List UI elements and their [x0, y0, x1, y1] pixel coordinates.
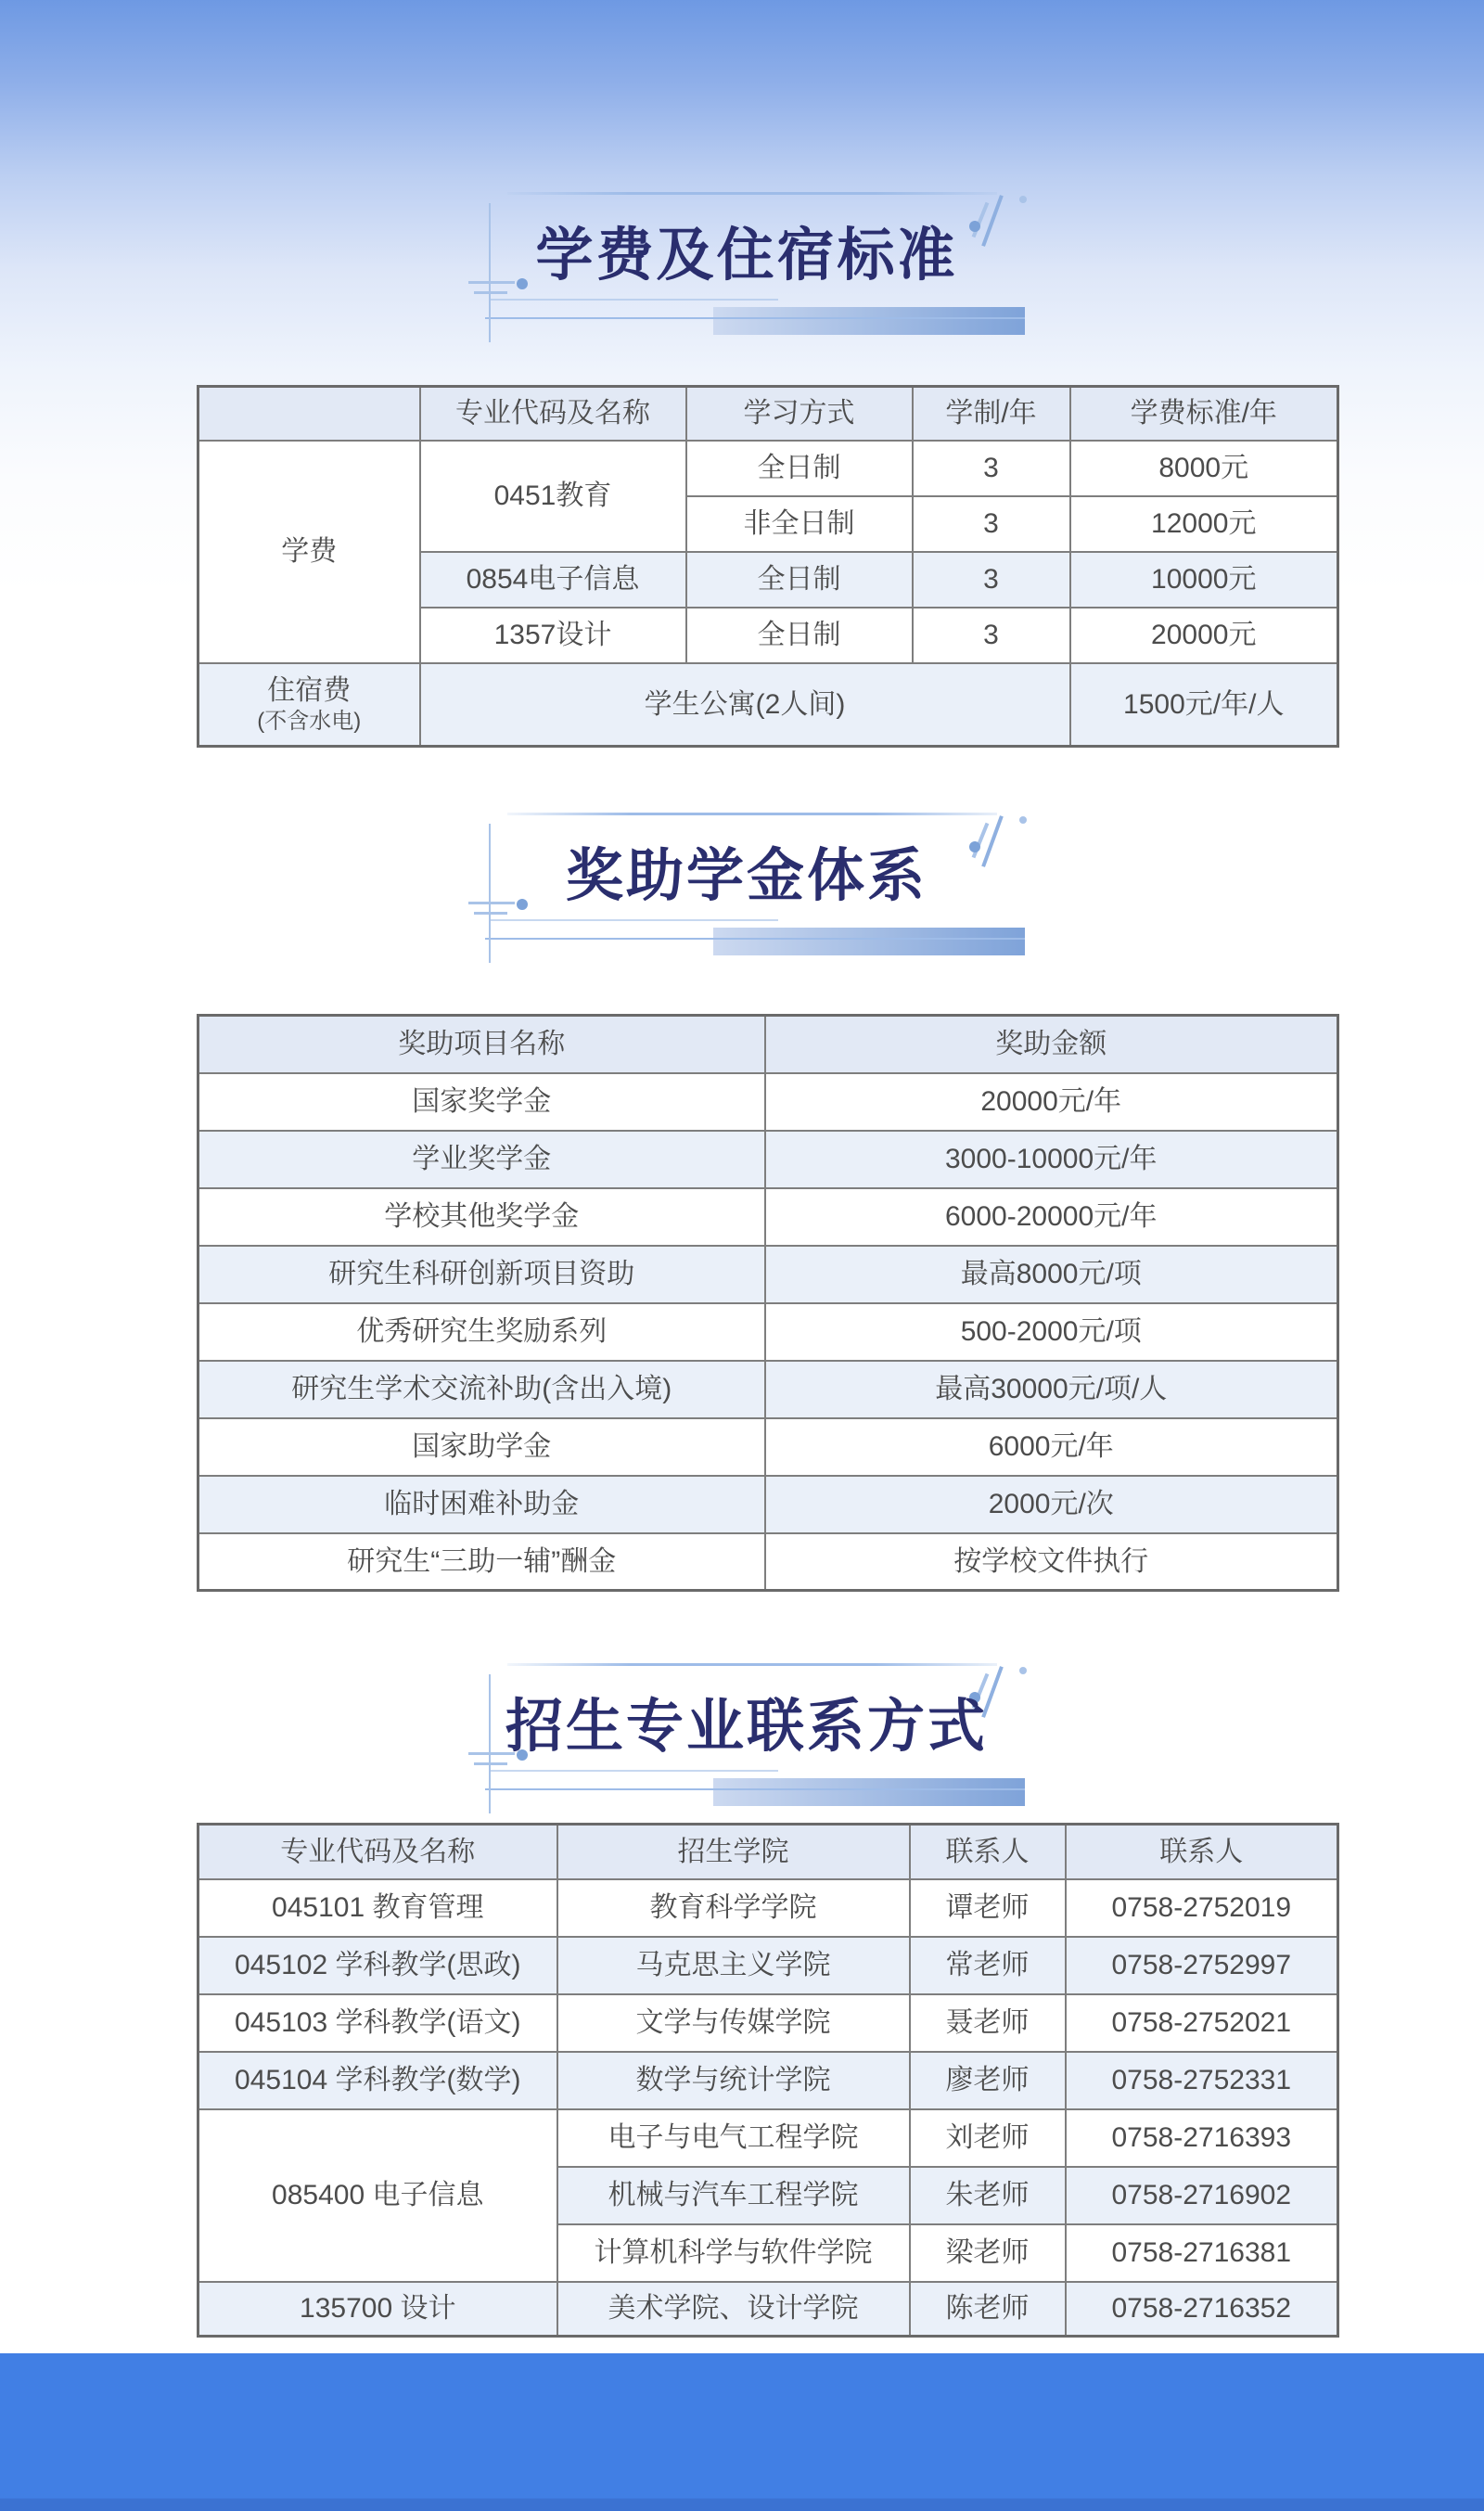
table-cell: 马克思主义学院 [557, 1937, 910, 1994]
table-cell: 谭老师 [910, 1879, 1066, 1937]
title-underline-bar [713, 1778, 1025, 1806]
table-cell: 0758-2752331 [1066, 2052, 1338, 2109]
table-row [198, 1361, 1338, 1418]
table [197, 385, 1339, 748]
table-cell: 1357设计 [420, 608, 686, 663]
table-cell: 0758-2716352 [1066, 2282, 1338, 2337]
table-cell: 常老师 [910, 1937, 1066, 1994]
table-cell: 6000元/年 [765, 1418, 1338, 1476]
table-cell: 3 [913, 608, 1070, 663]
title-underline-bar [713, 307, 1025, 335]
page-title: 奖助学金体系 [565, 843, 928, 908]
table-cell: 计算机科学与软件学院 [557, 2224, 910, 2282]
table-cell: 12000元 [1070, 496, 1338, 552]
title-underline-bar [713, 928, 1025, 955]
title-tick-line [474, 1762, 507, 1765]
table-row [198, 663, 1338, 747]
table-header-cell: 招生学院 [557, 1825, 910, 1879]
table-cell: 国家奖学金 [198, 1073, 765, 1131]
table-cell: 2000元/次 [765, 1476, 1338, 1533]
table-cell: 研究生学术交流补助(含出入境) [198, 1361, 765, 1418]
table-cell: 机械与汽车工程学院 [557, 2167, 910, 2224]
table-cell: 1500元/年/人 [1070, 663, 1338, 747]
table-cell: 0854电子信息 [420, 552, 686, 608]
table-cell: 0451教育 [420, 441, 686, 552]
page-title: 招生专业联系方式 [505, 1694, 988, 1759]
table-cell: 朱老师 [910, 2167, 1066, 2224]
table-cell: 3000-10000元/年 [765, 1131, 1338, 1188]
title-mid-line [491, 919, 778, 921]
table-row [198, 1303, 1338, 1361]
scholarship-table [197, 1014, 1339, 1592]
table-cell: 文学与传媒学院 [557, 1994, 910, 2052]
table-cell: 045102 学科教学(思政) [198, 1937, 557, 1994]
section-title-fees [468, 188, 1025, 346]
table-cell: 10000元 [1070, 552, 1338, 608]
table-cell: 085400 电子信息 [198, 2109, 557, 2282]
footer-bar [0, 2353, 1484, 2511]
table-cell: 国家助学金 [198, 1418, 765, 1476]
table-cell: 0758-2752997 [1066, 1937, 1338, 1994]
table-header-cell: 专业代码及名称 [198, 1825, 557, 1879]
table-cell: 0758-2716381 [1066, 2224, 1338, 2282]
table-cell: 聂老师 [910, 1994, 1066, 2052]
table-cell: 0758-2716902 [1066, 2167, 1338, 2224]
title-mid-line [491, 1770, 778, 1772]
table-cell: 学费 [198, 441, 420, 663]
section-title-contacts [468, 1659, 1025, 1817]
table-row [198, 1994, 1338, 2052]
table-row [198, 2282, 1338, 2337]
table-row [198, 1073, 1338, 1131]
table-cell: 135700 设计 [198, 2282, 557, 2337]
table-header-cell: 奖助金额 [765, 1016, 1338, 1073]
table-cell: 0758-2752021 [1066, 1994, 1338, 2052]
table-cell: 学校其他奖学金 [198, 1188, 765, 1246]
table-cell: 非全日制 [686, 496, 913, 552]
table-header-cell: 学习方式 [686, 387, 913, 441]
table-cell: 刘老师 [910, 2109, 1066, 2167]
table-row [198, 1131, 1338, 1188]
title-baseline [485, 1788, 1025, 1790]
page-title: 学费及住宿标准 [535, 223, 958, 288]
table-header-row [198, 1825, 1338, 1879]
title-tick-line [474, 912, 507, 915]
table-cell: 全日制 [686, 552, 913, 608]
table-cell: 0758-2716393 [1066, 2109, 1338, 2167]
table-cell: 教育科学学院 [557, 1879, 910, 1937]
table-cell: 研究生“三助一辅”酬金 [198, 1533, 765, 1591]
table-header-cell: 专业代码及名称 [420, 387, 686, 441]
table-cell: 梁老师 [910, 2224, 1066, 2282]
table-cell: 学生公寓(2人间) [420, 663, 1070, 747]
table-cell: 045104 学科教学(数学) [198, 2052, 557, 2109]
table-cell: 20000元/年 [765, 1073, 1338, 1131]
table-header-row [198, 387, 1338, 441]
table-cell: 美术学院、设计学院 [557, 2282, 910, 2337]
table-cell: 廖老师 [910, 2052, 1066, 2109]
table-cell: 3 [913, 441, 1070, 496]
table-cell: 最高30000元/项/人 [765, 1361, 1338, 1418]
table-header-cell: 学费标准/年 [1070, 387, 1338, 441]
table-cell: 陈老师 [910, 2282, 1066, 2337]
table-row [198, 1476, 1338, 1533]
title-top-line [507, 813, 997, 815]
table-cell: 3 [913, 496, 1070, 552]
table-cell: 学业奖学金 [198, 1131, 765, 1188]
table-header-cell: 学制/年 [913, 387, 1070, 441]
table-cell: 临时困难补助金 [198, 1476, 765, 1533]
contacts-table [197, 1823, 1339, 2338]
title-top-line [507, 192, 997, 195]
table-row [198, 1188, 1338, 1246]
table-cell: 045103 学科教学(语文) [198, 1994, 557, 2052]
table-cell: 数学与统计学院 [557, 2052, 910, 2109]
table-header-cell: 联系人 [910, 1825, 1066, 1879]
table-row [198, 1533, 1338, 1591]
table-header-cell [198, 387, 420, 441]
title-mid-line [491, 299, 778, 301]
title-baseline [485, 938, 1025, 940]
table-row [198, 1879, 1338, 1937]
table-row [198, 1418, 1338, 1476]
table-cell: 最高8000元/项 [765, 1246, 1338, 1303]
table-cell: 8000元 [1070, 441, 1338, 496]
fees-table [197, 385, 1339, 748]
corner-dot [1019, 816, 1027, 824]
title-top-line [507, 1663, 997, 1666]
table-row [198, 441, 1338, 496]
table-cell: 0758-2752019 [1066, 1879, 1338, 1937]
table-cell: 6000-20000元/年 [765, 1188, 1338, 1246]
table-cell: 住宿费 (不含水电) [198, 663, 420, 747]
table-cell: 优秀研究生奖励系列 [198, 1303, 765, 1361]
table-header-cell: 联系人 [1066, 1825, 1338, 1879]
table-row [198, 1246, 1338, 1303]
table-cell: 20000元 [1070, 608, 1338, 663]
table-header-row [198, 1016, 1338, 1073]
table-header-cell: 奖助项目名称 [198, 1016, 765, 1073]
table-row [198, 1937, 1338, 1994]
table-cell: 电子与电气工程学院 [557, 2109, 910, 2167]
title-tick-line [474, 291, 507, 294]
table-cell: 研究生科研创新项目资助 [198, 1246, 765, 1303]
table-cell: 045101 教育管理 [198, 1879, 557, 1937]
table-cell: 按学校文件执行 [765, 1533, 1338, 1591]
table-row [198, 2109, 1338, 2167]
table-cell: 全日制 [686, 441, 913, 496]
table-cell: 500-2000元/项 [765, 1303, 1338, 1361]
title-baseline [485, 317, 1025, 319]
table-row [198, 2052, 1338, 2109]
corner-dot [1019, 196, 1027, 203]
table [197, 1823, 1339, 2338]
table-cell: 3 [913, 552, 1070, 608]
table [197, 1014, 1339, 1592]
corner-dot [1019, 1667, 1027, 1674]
table-cell: 全日制 [686, 608, 913, 663]
section-title-scholarships [468, 809, 1025, 967]
